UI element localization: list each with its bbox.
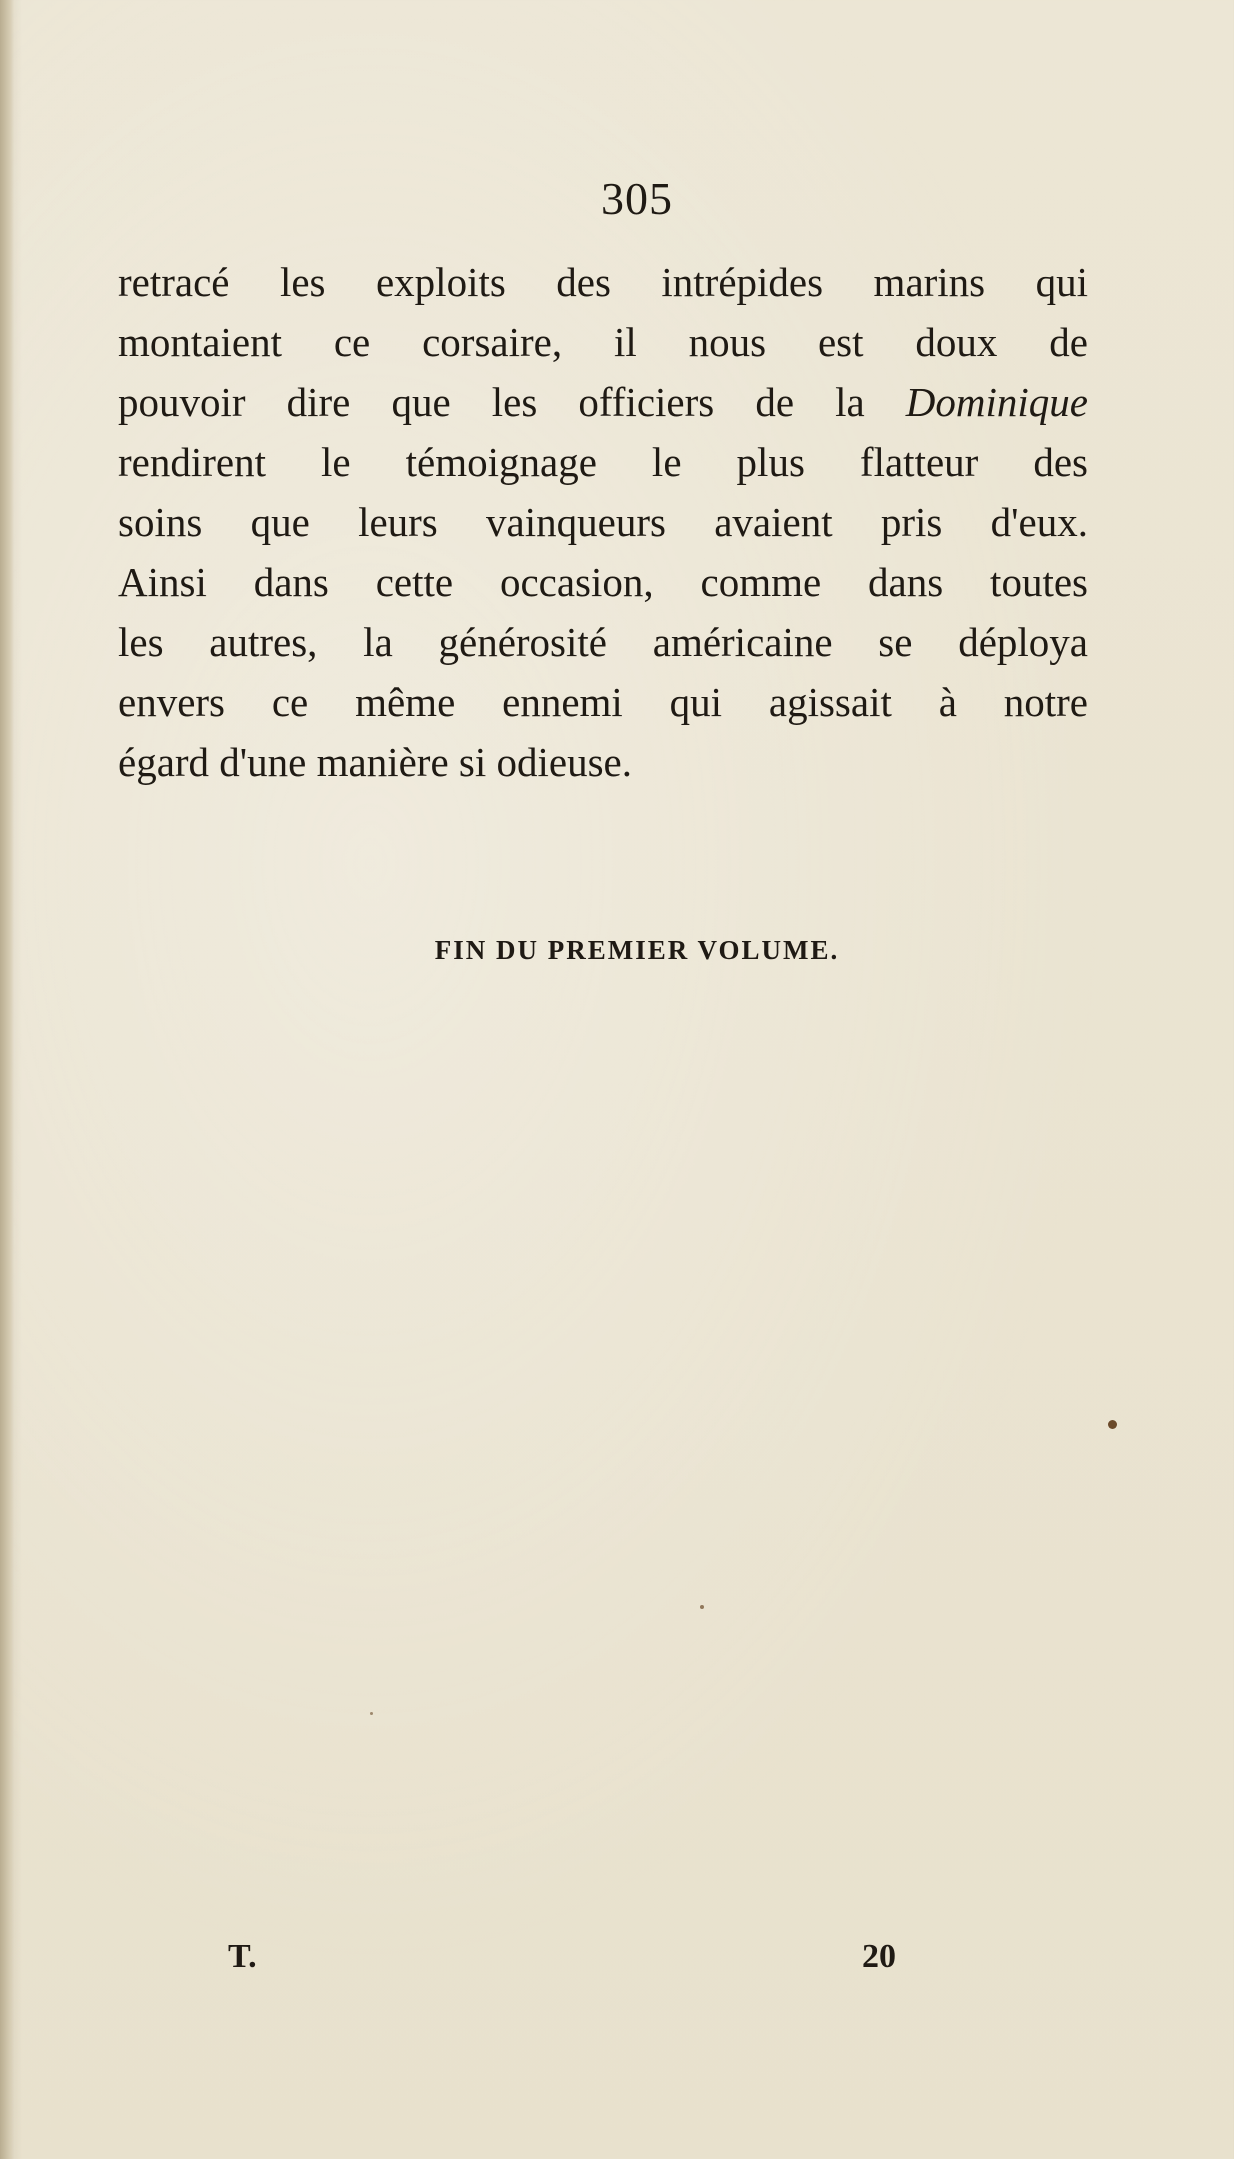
- body-paragraph: [118, 252, 1088, 792]
- ship-name: Dominique: [905, 379, 1088, 425]
- text-line: rendirent le témoignage le plus flatteur des: [118, 439, 1088, 485]
- signature-mark: T.: [228, 1938, 257, 1975]
- text-line: retracé les exploits des intrépides marins qui: [118, 259, 1088, 305]
- text-line-part: pouvoir dire que les officiers de la: [118, 379, 906, 425]
- text-line: envers ce même ennemi qui agissait à notre: [118, 679, 1088, 725]
- text-line: les autres, la générosité américaine se déploya: [118, 619, 1088, 665]
- text-line: soins que leurs vainqueurs avaient pris d'eux.: [118, 499, 1088, 545]
- foxing-spot: [700, 1605, 704, 1609]
- end-of-volume-note: FIN DU PREMIER VOLUME.: [434, 935, 840, 965]
- page-number: 305: [601, 173, 673, 224]
- foxing-spot: [370, 1712, 373, 1715]
- show-through-shadow: [100, 1000, 1100, 1060]
- foxing-spot: [1108, 1420, 1117, 1429]
- text-line: montaient ce corsaire, il nous est doux de: [118, 319, 1088, 365]
- page-gutter-edge: [0, 0, 14, 2159]
- text-line: Ainsi dans cette occasion, comme dans toutes: [118, 559, 1088, 605]
- sheet-number: 20: [862, 1938, 896, 1975]
- text-line: [118, 372, 1088, 432]
- text-line: égard d'une manière si odieuse.: [118, 739, 633, 785]
